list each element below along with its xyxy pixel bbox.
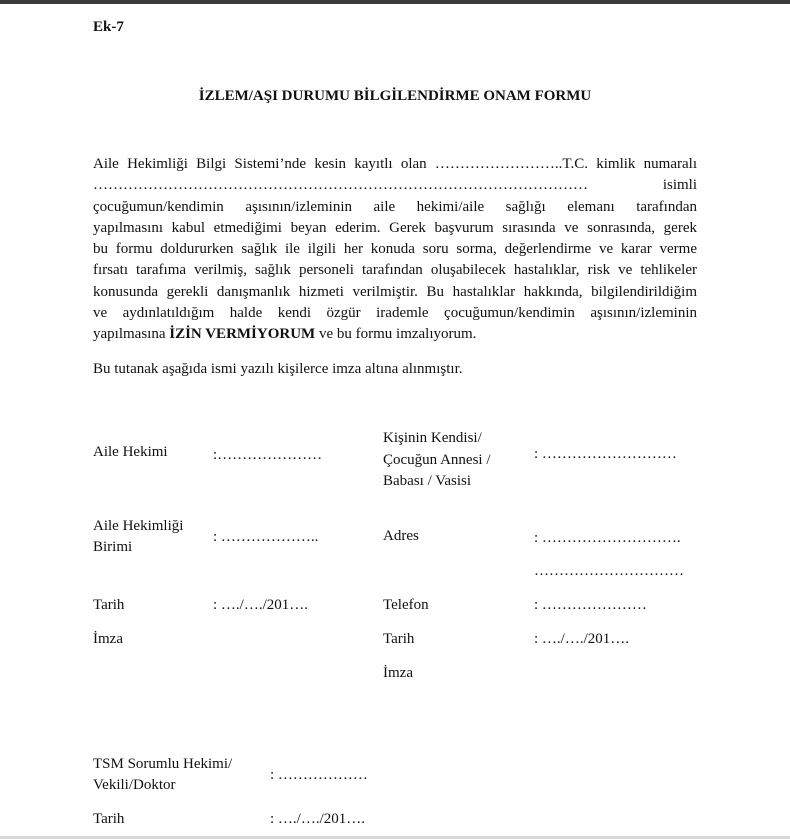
signature-label: İmza (93, 631, 123, 647)
address-field-line2[interactable]: ………………………… (534, 563, 684, 579)
paragraph-line: çocuğumun/kendimin aşısının/izleminin aile hekimi/aile sağlığı elemanı tarafından (93, 198, 697, 215)
unit-field[interactable]: : ……………….. (213, 529, 319, 545)
phone-field[interactable]: : ………………… (534, 597, 647, 613)
signature-note: Bu tutanak aşağıda ismi yazılı kişilerce imza altına alınmıştır. (93, 361, 463, 377)
phone-label: Telefon (383, 597, 429, 613)
date-field[interactable]: : …./…./201…. (534, 631, 630, 647)
paragraph-line: konusunda gerekli danışmanlık hizmeti verilmiştir. Bu hastalıklar hakkında, bilgilendirildiğim (93, 283, 697, 300)
person-label-line3: Babası / Vasisi (383, 473, 472, 489)
paragraph-text: ve bu formu imzalıyorum. (315, 326, 477, 343)
paragraph-word: isimli (662, 177, 697, 194)
paragraph-line: Aile Hekimliği Bilgi Sistemi’nde kesin kayıtlı olan ……………………..T.C. kimlik numaralı (93, 156, 697, 172)
refusal-emphasis: İZİN VERMİYORUM (169, 326, 316, 343)
annex-code: Ek-7 (93, 19, 124, 35)
date-label: Tarih (93, 597, 125, 613)
paragraph-line: fırsatı tarafıma verilmiş, sağlık personeli tarafından oluşabilecek hastalıklar, risk ve tehlikeler (93, 262, 697, 279)
family-doctor-label: Aile Hekimi (93, 444, 168, 460)
consent-paragraph (93, 154, 697, 346)
unit-label-line1: Aile Hekimliği (93, 518, 184, 534)
person-label-line2: Çocuğun Annesi / (383, 452, 491, 468)
paragraph-text: yapılmasına (93, 326, 170, 343)
paragraph-line: ve aydınlatıldığım halde kendi özgür irademle çocuğumun/kendimin aşısının/izleminin (93, 305, 697, 322)
signature-label: İmza (383, 665, 413, 681)
person-label-line1: Kişinin Kendisi/ (383, 430, 482, 446)
address-field-line1[interactable]: : ………………………. (534, 530, 681, 546)
family-doctor-field[interactable]: :………………… (213, 447, 323, 463)
tsm-label-line2: Vekili/Doktor (93, 777, 176, 793)
fill-in-dots: ……………………………………………………………………………………… (93, 177, 588, 194)
paragraph-line: bu formu doldururken sağlık ile ilgili her konuda soru sorma, değerlendirme ve karar verme (93, 241, 697, 258)
paragraph-line (93, 324, 697, 345)
tsm-date-label: Tarih (93, 811, 125, 827)
date-label: Tarih (383, 631, 415, 647)
tsm-date-field[interactable]: : …./…./201…. (270, 811, 366, 827)
paragraph-line: yapılmasını kabul etmediğimi beyan ederim. Gerek başvurum sırasında ve sonrasında, gerek (93, 219, 697, 236)
tsm-label-line1: TSM Sorumlu Hekimi/ (93, 756, 233, 772)
form-title: İZLEM/AŞI DURUMU BİLGİLENDİRME ONAM FORMU (198, 88, 592, 104)
paragraph-line (93, 175, 697, 196)
unit-label-line2: Birimi (93, 539, 133, 555)
date-field[interactable]: : …./…./201…. (213, 597, 309, 613)
person-field[interactable]: : ……………………… (534, 446, 677, 462)
tsm-doctor-field[interactable]: : ……………… (270, 767, 368, 783)
address-label: Adres (383, 528, 419, 544)
